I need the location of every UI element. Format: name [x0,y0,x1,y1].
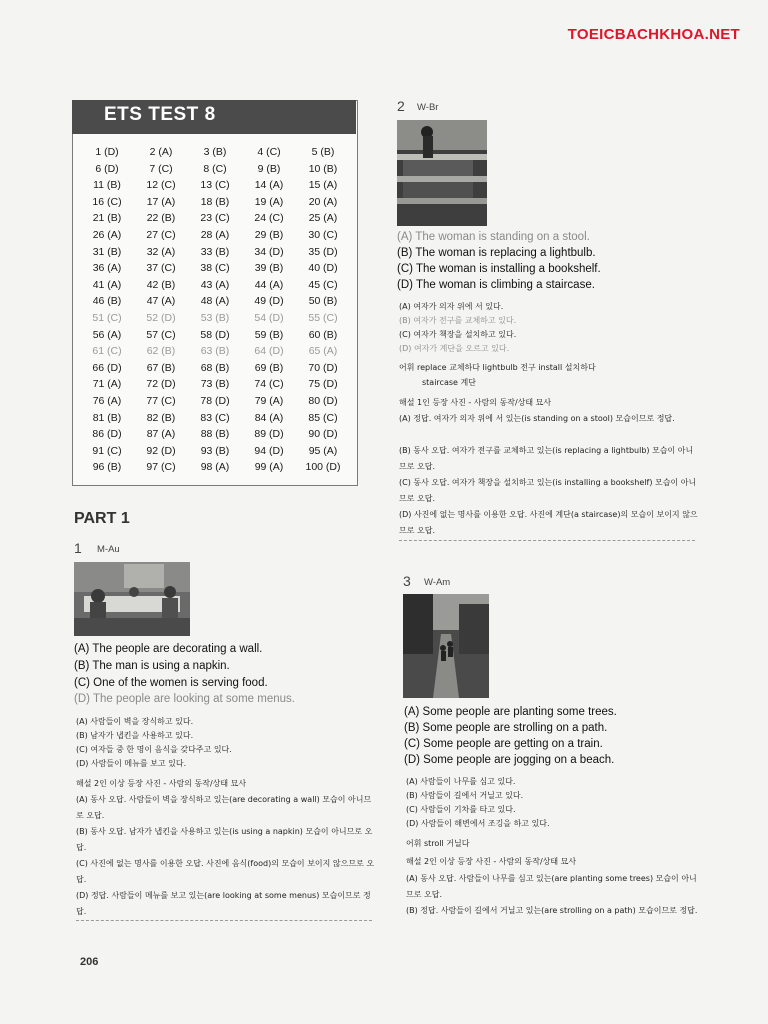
answer-key-cell: 46 (B) [92,295,122,308]
answer-key-cell: 29 (B) [254,229,284,241]
q3-vocab: 어휘 stroll 거닐다 [406,839,470,848]
q3-kor-b: (B) 사람들이 길에서 거닐고 있다. [406,791,524,800]
answer-key-cell: 19 (A) [254,195,284,208]
answer-key-cell: 78 (D) [200,395,230,407]
answer-key-cell: 11 (B) [93,179,121,192]
answer-key-cell: 50 (B) [308,295,338,308]
answer-key-cell: 73 (B) [200,378,230,391]
q2-kor-c: (C) 여자가 책장을 설치하고 있다. [399,330,517,339]
answer-key-cell: 8 (C) [203,162,227,175]
answer-key-cell: 62 (B) [146,345,176,358]
answer-key-cell: 93 (B) [200,444,230,457]
answer-key-cell: 14 (A) [254,179,284,192]
q2-explanation-d: (D) 사진에 없는 명사를 이용한 오답. 사진에 계단(a staircase)의 모습이 보이지 않으므로 오답. [399,510,698,535]
answer-key-cell: 63 (B) [200,345,230,358]
q1-option-a: (A) The people are decorating a wall. [74,643,263,655]
answer-key-cell: 36 (A) [92,262,122,275]
answer-key-cell: 96 (B) [92,461,122,474]
answer-key-cell: 4 (C) [257,146,281,158]
answer-key-cell: 38 (C) [200,262,230,275]
q3-option-c: (C) Some people are getting on a train. [404,738,603,750]
q1-explanation-d: (D) 정답. 사람들이 메뉴를 보고 있는(are looking at some menus) 모습이므로 정답. [76,891,371,916]
q1-option-c: (C) One of the women is serving food. [74,677,268,689]
answer-key-title: ETS TEST 8 [104,104,216,125]
answer-key-cell: 18 (B) [200,195,230,208]
answer-key-cell: 21 (B) [92,212,122,225]
answer-key-row [80,428,350,445]
answer-key-cell: 5 (B) [311,146,335,158]
answer-key-cell: 51 (C) [92,312,122,324]
q1-kor-a: (A) 사람들이 벽을 장식하고 있다. [76,717,194,726]
answer-key-cell: 86 (D) [92,428,122,441]
answer-key-cell: 80 (D) [308,395,338,407]
answer-key-cell: 17 (A) [146,195,176,208]
answer-key-cell: 70 (D) [308,361,338,374]
q1-divider [76,920,372,921]
q2-explanation-b: (B) 동사 오답. 여자가 전구를 교체하고 있는(is replacing a lightbulb) 모습이 아니므로 오답. [399,446,694,471]
answer-key-cell: 65 (A) [308,345,338,358]
q2-option-b: (B) The woman is replacing a lightbulb. [397,247,596,259]
answer-key-row [80,246,350,263]
answer-key-cell: 53 (B) [200,312,230,324]
answer-key-cell: 71 (A) [92,378,122,391]
answer-key-cell: 56 (A) [92,328,122,341]
q3-option-a: (A) Some people are planting some trees. [404,706,617,718]
q2-explanation-a: (A) 정답. 여자가 의자 위에 서 있는(is standing on a stool) 모습이므로 정답. [399,414,675,423]
answer-key-cell: 60 (B) [308,328,338,341]
answer-key-cell: 15 (A) [308,179,338,192]
answer-key-row [80,445,350,462]
q2-option-a: (A) The woman is standing on a stool. [397,231,590,243]
answer-key-cell: 95 (A) [308,444,338,457]
site-watermark: TOEICBACHKHOA.NET [567,26,740,43]
answer-key-cell: 99 (A) [254,461,284,474]
q1-kor-b: (B) 남자가 냅킨을 사용하고 있다. [76,731,194,740]
answer-key-cell: 58 (D) [200,328,230,341]
answer-key-cell: 47 (A) [146,295,176,308]
answer-key-cell: 35 (D) [308,245,338,258]
answer-key-cell: 25 (A) [308,212,338,225]
answer-key-cell: 59 (B) [254,328,284,341]
q1-speaker: M-Au [97,544,120,555]
answer-key-cell: 49 (D) [254,295,284,308]
answer-key-cell: 82 (B) [146,411,176,424]
q3-option-b: (B) Some people are strolling on a path. [404,722,608,734]
answer-key-row [80,212,350,229]
answer-key-row [80,163,350,180]
q1-photo [74,562,190,636]
q2-option-c: (C) The woman is installing a bookshelf. [397,263,601,275]
answer-key-cell: 39 (B) [254,262,284,275]
q2-photo [397,120,487,226]
answer-key-row [80,378,350,395]
answer-key-cell: 1 (D) [95,146,119,158]
answer-key-cell: 61 (C) [92,345,122,358]
answer-key-cell: 88 (B) [200,428,230,441]
answer-key-cell: 54 (D) [254,312,284,324]
answer-key-cell: 57 (C) [146,328,176,341]
answer-key-row [80,279,350,296]
q1-kor-c: (C) 여자들 중 한 명이 음식을 갖다주고 있다. [76,745,232,754]
answer-key-cell: 76 (A) [92,395,122,407]
q3-explanation-a: (A) 동사 오답. 사람들이 나무를 심고 있는(are planting some trees) 모습이 아니므로 오답. [406,874,697,899]
answer-key-cell: 32 (A) [146,245,176,258]
q2-speaker: W-Br [417,102,439,113]
answer-key-cell: 40 (D) [308,262,338,275]
answer-key-cell: 69 (B) [254,361,284,374]
q2-kor-a: (A) 여자가 의자 위에 서 있다. [399,302,504,311]
answer-key-row [80,196,350,213]
answer-key-cell: 33 (B) [200,245,230,258]
answer-key-cell: 22 (B) [146,212,176,225]
answer-key-cell: 3 (B) [203,146,227,158]
q1-explanation-b: (B) 동사 오답. 남자가 냅킨을 사용하고 있는(is using a napkin) 모습이 아니므로 오답. [76,827,373,852]
q2-explanation-header: 해설 1인 등장 사진 - 사람의 동작/상태 묘사 [399,398,552,407]
answer-key-cell: 26 (A) [92,229,122,241]
answer-key-cell: 91 (C) [92,444,122,457]
answer-key-cell: 92 (D) [146,444,176,457]
q2-kor-d: (D) 여자가 계단을 오르고 있다. [399,344,510,353]
answer-key-cell: 24 (C) [254,212,284,225]
q3-photo [403,594,489,698]
q1-number: 1 [74,540,82,556]
answer-key-cell: 37 (C) [146,262,176,275]
answer-key-cell: 64 (D) [254,345,284,358]
q1-option-b: (B) The man is using a napkin. [74,660,230,672]
answer-key-cell: 6 (D) [95,162,119,175]
answer-key-cell: 79 (A) [254,395,284,407]
answer-key-row [80,179,350,196]
answer-key-cell: 100 (D) [305,461,341,474]
answer-key-cell: 83 (C) [200,411,230,424]
answer-key-cell: 20 (A) [308,195,338,208]
answer-key-row [80,345,350,362]
answer-key-cell: 90 (D) [308,428,338,441]
q3-speaker: W-Am [424,577,451,588]
answer-key-cell: 66 (D) [92,361,122,374]
q3-number: 3 [403,573,411,589]
answer-key-cell: 9 (B) [257,162,281,175]
answer-key-cell: 81 (B) [92,411,122,424]
answer-key-cell: 74 (C) [254,378,284,391]
q3-explanation-header: 해설 2인 이상 등장 사진 - 사람의 동작/상태 묘사 [406,857,577,866]
answer-key-cell: 89 (D) [254,428,284,441]
answer-key-cell: 85 (C) [308,411,338,424]
answer-key-row [80,362,350,379]
answer-key-cell: 27 (C) [146,229,176,241]
answer-key-row [80,262,350,279]
q2-kor-b: (B) 여자가 전구를 교체하고 있다. [399,316,517,325]
q2-option-d: (D) The woman is climbing a staircase. [397,279,595,291]
answer-key-cell: 48 (A) [200,295,230,308]
answer-key-cell: 44 (A) [254,278,284,291]
answer-key-row [80,146,350,163]
answer-key-cell: 2 (A) [149,146,173,158]
q2-divider [399,540,695,541]
q3-kor-c: (C) 사람들이 기차를 타고 있다. [406,805,516,814]
answer-key-cell: 13 (C) [200,179,230,192]
q2-number: 2 [397,98,405,114]
answer-key-row [80,229,350,246]
answer-key-row [80,312,350,329]
answer-key-cell: 10 (B) [308,162,338,175]
answer-key-row [80,395,350,412]
q1-option-d: (D) The people are looking at some menus. [74,693,295,705]
answer-key-cell: 31 (B) [92,245,122,258]
answer-key-cell: 55 (C) [308,312,338,324]
answer-key-cell: 87 (A) [146,428,176,441]
answer-key-cell: 42 (B) [146,278,176,291]
answer-key-cell: 28 (A) [200,229,230,241]
q3-kor-a: (A) 사람들이 나무를 심고 있다. [406,777,516,786]
answer-key-cell: 34 (D) [254,245,284,258]
q3-option-d: (D) Some people are jogging on a beach. [404,754,615,766]
q2-explanation-c: (C) 동사 오답. 여자가 책장을 설치하고 있는(is installing a bookshelf) 모습이 아니므로 오답. [399,478,697,503]
answer-key-cell: 7 (C) [149,162,173,175]
part-title: PART 1 [74,510,130,527]
answer-key-row [80,412,350,429]
answer-key-cell: 77 (C) [146,395,176,407]
answer-key-cell: 67 (B) [146,361,176,374]
q1-explanation-header: 해설 2인 이상 등장 사진 - 사람의 동작/상태 묘사 [76,779,247,788]
answer-key-cell: 23 (C) [200,212,230,225]
q2-vocab-line1: 어휘 replace 교체하다 lightbulb 전구 install 설치하다 [399,363,596,372]
answer-key-cell: 43 (A) [200,278,230,291]
answer-key-cell: 75 (D) [308,378,338,391]
answer-key-cell: 84 (A) [254,411,284,424]
q1-explanation-c: (C) 사진에 없는 명사를 이용한 오답. 사진에 음식(food)의 모습이 보이지 않으므로 오답. [76,859,375,884]
answer-key-cell: 12 (C) [146,179,176,192]
q1-kor-d: (D) 사람들이 메뉴를 보고 있다. [76,759,187,768]
q3-kor-d: (D) 사람들이 해변에서 조깅을 하고 있다. [406,819,550,828]
answer-key-cell: 30 (C) [308,229,338,241]
answer-key-cell: 16 (C) [92,195,122,208]
answer-key-cell: 98 (A) [200,461,230,474]
answer-key-cell: 68 (B) [200,361,230,374]
answer-key-cell: 72 (D) [146,378,176,391]
answer-key-cell: 41 (A) [92,278,122,291]
answer-key-row [80,461,350,478]
q2-vocab-line2: staircase 계단 [422,378,476,387]
answer-key-cell: 97 (C) [146,461,176,474]
q3-explanation-b: (B) 정답. 사람들이 길에서 거닐고 있는(are strolling on a path) 모습이므로 정답. [406,906,698,915]
answer-key-row [80,329,350,346]
q1-explanation-a: (A) 동사 오답. 사람들이 벽을 장식하고 있는(are decorating a wall) 모습이 아니므로 오답. [76,795,372,820]
answer-key-row [80,295,350,312]
answer-key-cell: 45 (C) [308,278,338,291]
page-number: 206 [80,956,99,968]
answer-key-cell: 52 (D) [146,312,176,324]
answer-key-cell: 94 (D) [254,444,284,457]
